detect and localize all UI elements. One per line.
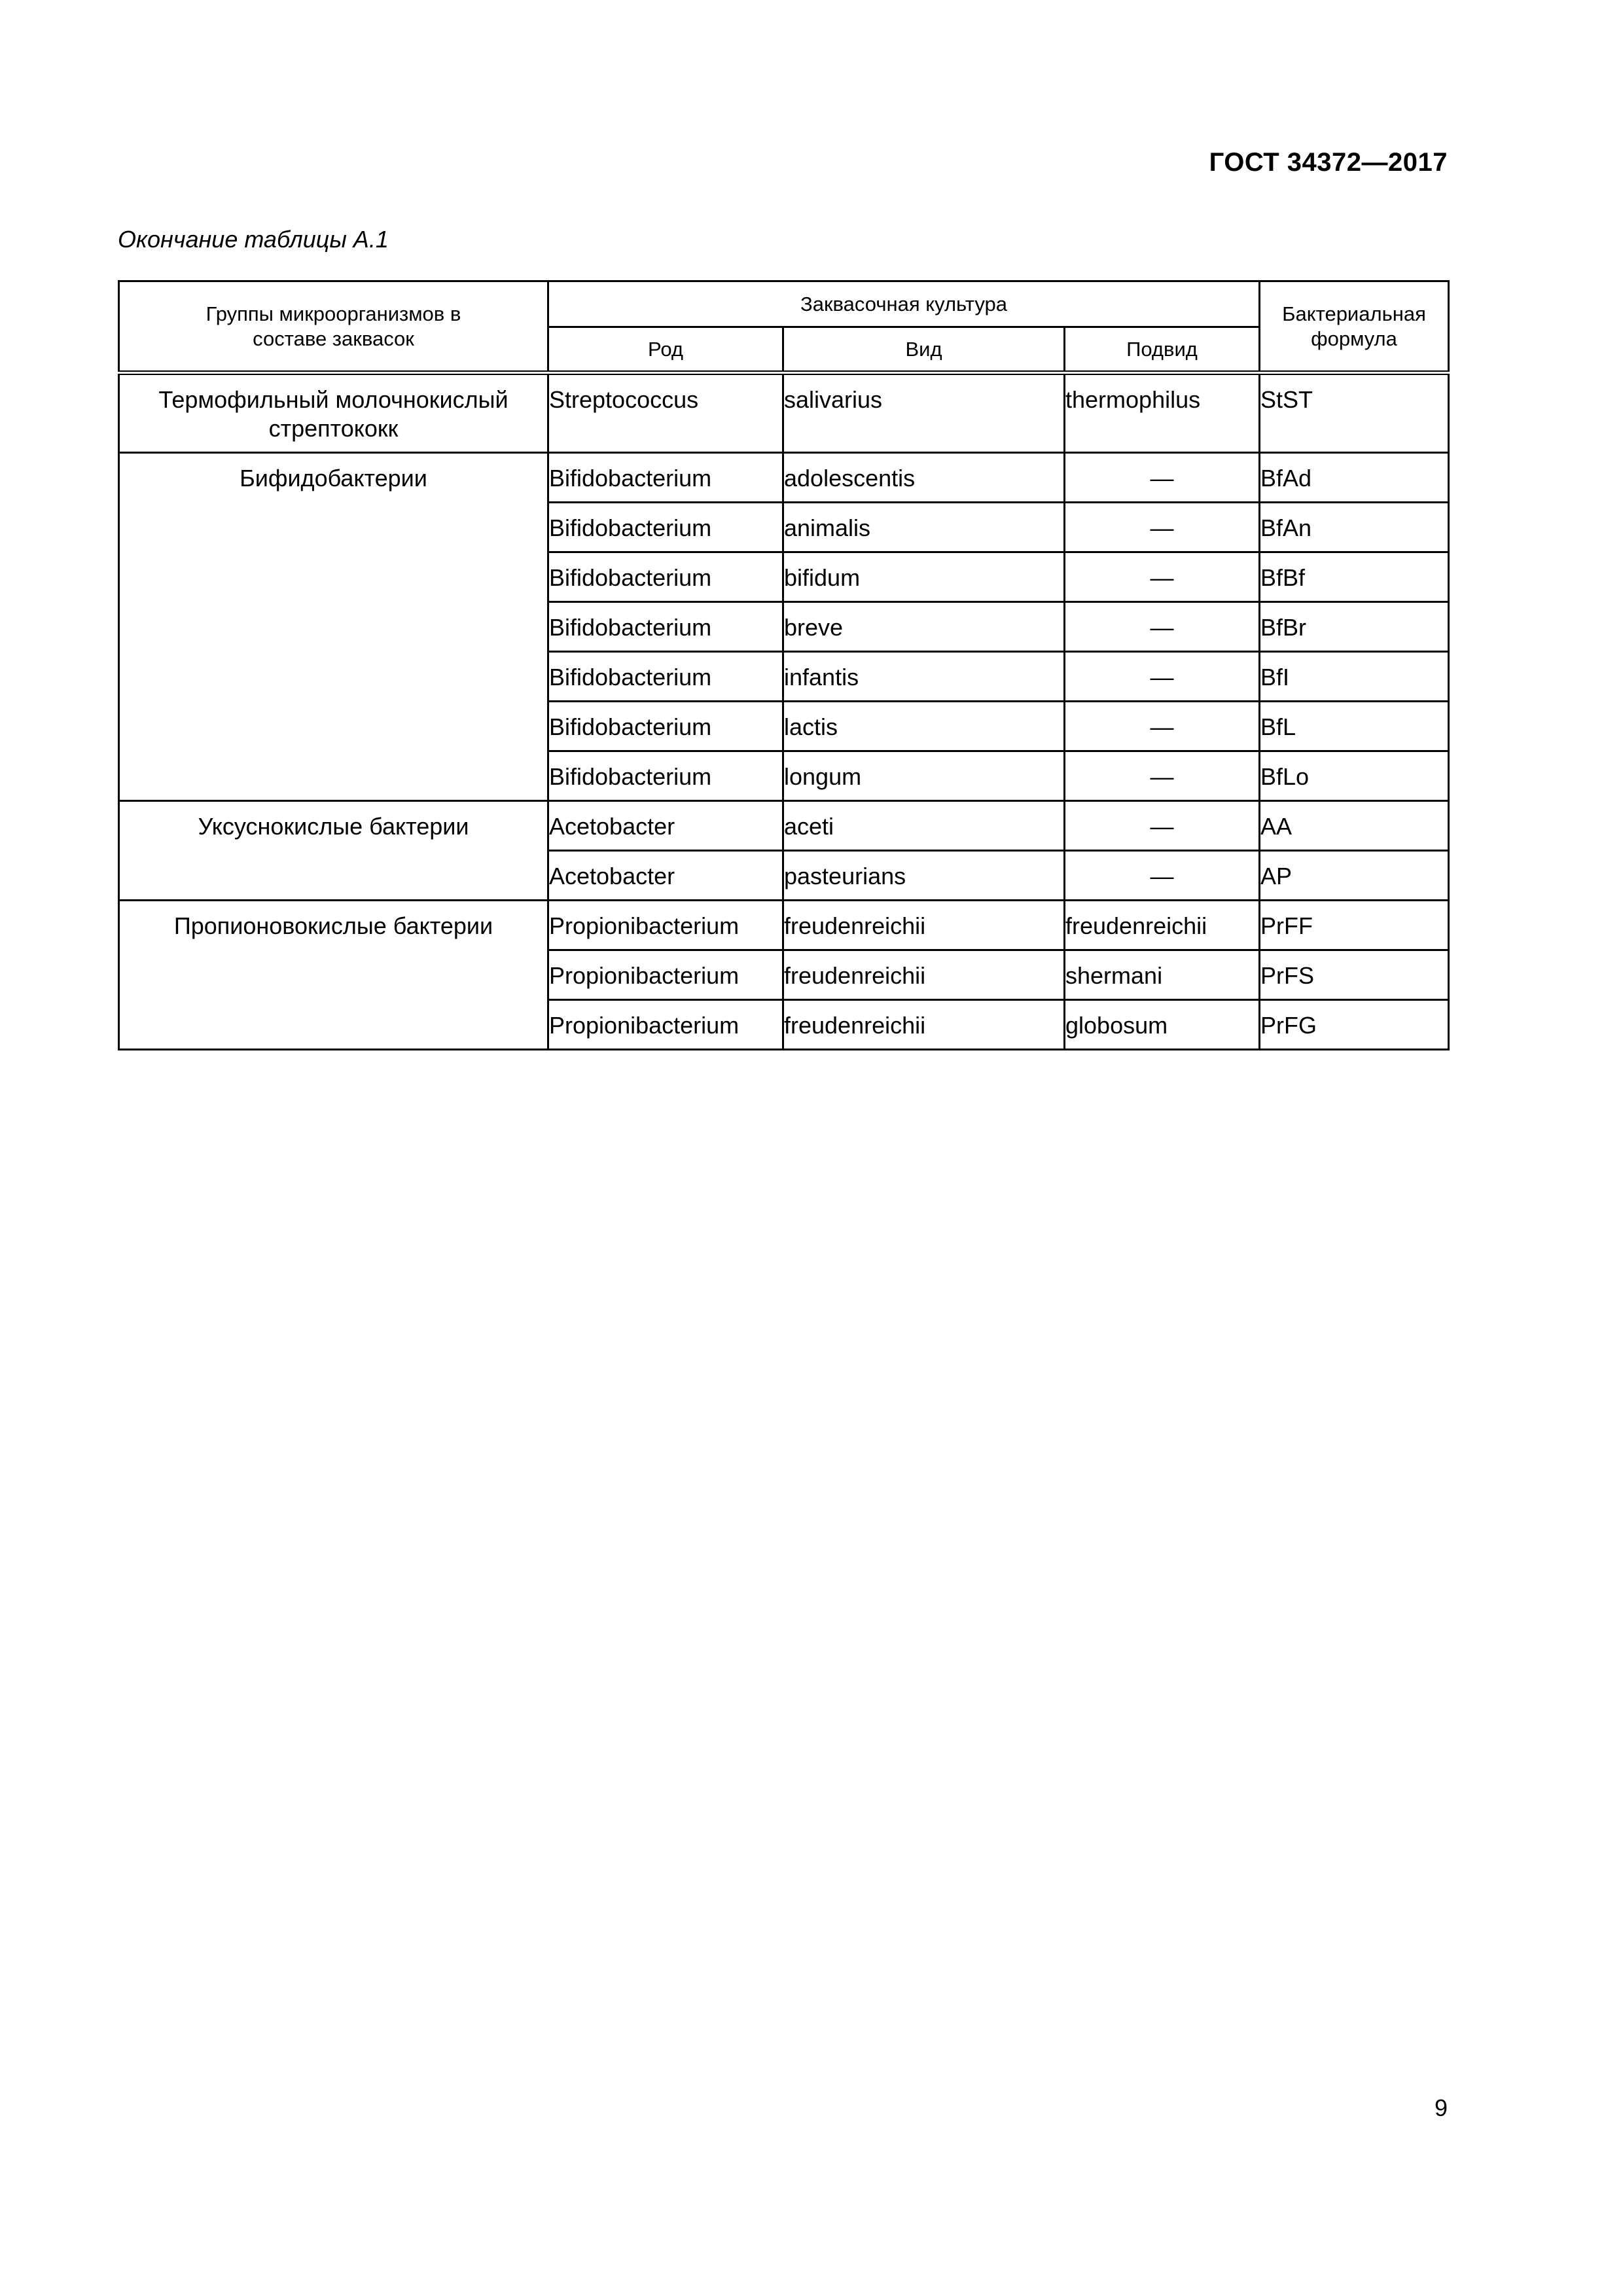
header-groups: Группы микроорганизмов в составе заквасок [119,281,548,373]
group-cell: Уксуснокислые бактерии [119,801,548,901]
formula-cell: PrFG [1260,1000,1449,1050]
species-cell: longum [783,751,1065,801]
formula-cell: BfAn [1260,503,1449,552]
header-subspecies: Подвид [1065,327,1260,373]
subspecies-cell: — [1065,652,1260,702]
subspecies-cell: — [1065,801,1260,851]
group-cell: Пропионовокислые бактерии [119,901,548,1050]
subspecies-cell: — [1065,453,1260,503]
genus-cell: Propionibacterium [548,950,783,1000]
species-cell: salivarius [783,373,1065,453]
species-cell: breve [783,602,1065,652]
table-row [119,373,1449,453]
formula-cell: StST [1260,373,1449,453]
genus-cell: Bifidobacterium [548,751,783,801]
table-row [119,801,1449,851]
subspecies-cell: globosum [1065,1000,1260,1050]
genus-cell: Bifidobacterium [548,652,783,702]
species-cell: aceti [783,801,1065,851]
formula-cell: BfBr [1260,602,1449,652]
formula-cell: PrFS [1260,950,1449,1000]
table-caption: Окончание таблицы А.1 [118,226,389,253]
genus-cell: Bifidobacterium [548,702,783,751]
page-number: 9 [1434,2094,1448,2121]
genus-cell: Propionibacterium [548,901,783,950]
table-row [119,453,1449,503]
genus-cell: Bifidobacterium [548,552,783,602]
subspecies-cell: — [1065,751,1260,801]
subspecies-cell: — [1065,702,1260,751]
formula-cell: BfBf [1260,552,1449,602]
header-culture: Заквасочная культура [548,281,1260,327]
subspecies-cell: shermani [1065,950,1260,1000]
header-genus: Род [548,327,783,373]
subspecies-cell: — [1065,851,1260,901]
species-cell: animalis [783,503,1065,552]
formula-cell: BfL [1260,702,1449,751]
genus-cell: Propionibacterium [548,1000,783,1050]
species-cell: lactis [783,702,1065,751]
subspecies-cell: thermophilus [1065,373,1260,453]
formula-cell: BfI [1260,652,1449,702]
species-cell: freudenreichii [783,901,1065,950]
genus-cell: Bifidobacterium [548,503,783,552]
subspecies-cell: — [1065,602,1260,652]
genus-cell: Acetobacter [548,801,783,851]
species-cell: pasteurians [783,851,1065,901]
document-code: ГОСТ 34372—2017 [1209,148,1448,177]
group-cell: Термофильный молочнокислый стрептококк [119,373,548,453]
group-cell: Бифидобактерии [119,453,548,801]
species-cell: infantis [783,652,1065,702]
species-cell: adolescentis [783,453,1065,503]
genus-cell: Acetobacter [548,851,783,901]
species-cell: freudenreichii [783,1000,1065,1050]
bacteria-table [118,280,1450,1050]
formula-cell: BfAd [1260,453,1449,503]
formula-cell: AP [1260,851,1449,901]
header-species: Вид [783,327,1065,373]
genus-cell: Streptococcus [548,373,783,453]
subspecies-cell: — [1065,552,1260,602]
formula-cell: AA [1260,801,1449,851]
species-cell: freudenreichii [783,950,1065,1000]
formula-cell: PrFF [1260,901,1449,950]
subspecies-cell: freudenreichii [1065,901,1260,950]
species-cell: bifidum [783,552,1065,602]
header-formula: Бактериальная формула [1260,281,1449,373]
genus-cell: Bifidobacterium [548,602,783,652]
genus-cell: Bifidobacterium [548,453,783,503]
subspecies-cell: — [1065,503,1260,552]
table-row [119,901,1449,950]
formula-cell: BfLo [1260,751,1449,801]
